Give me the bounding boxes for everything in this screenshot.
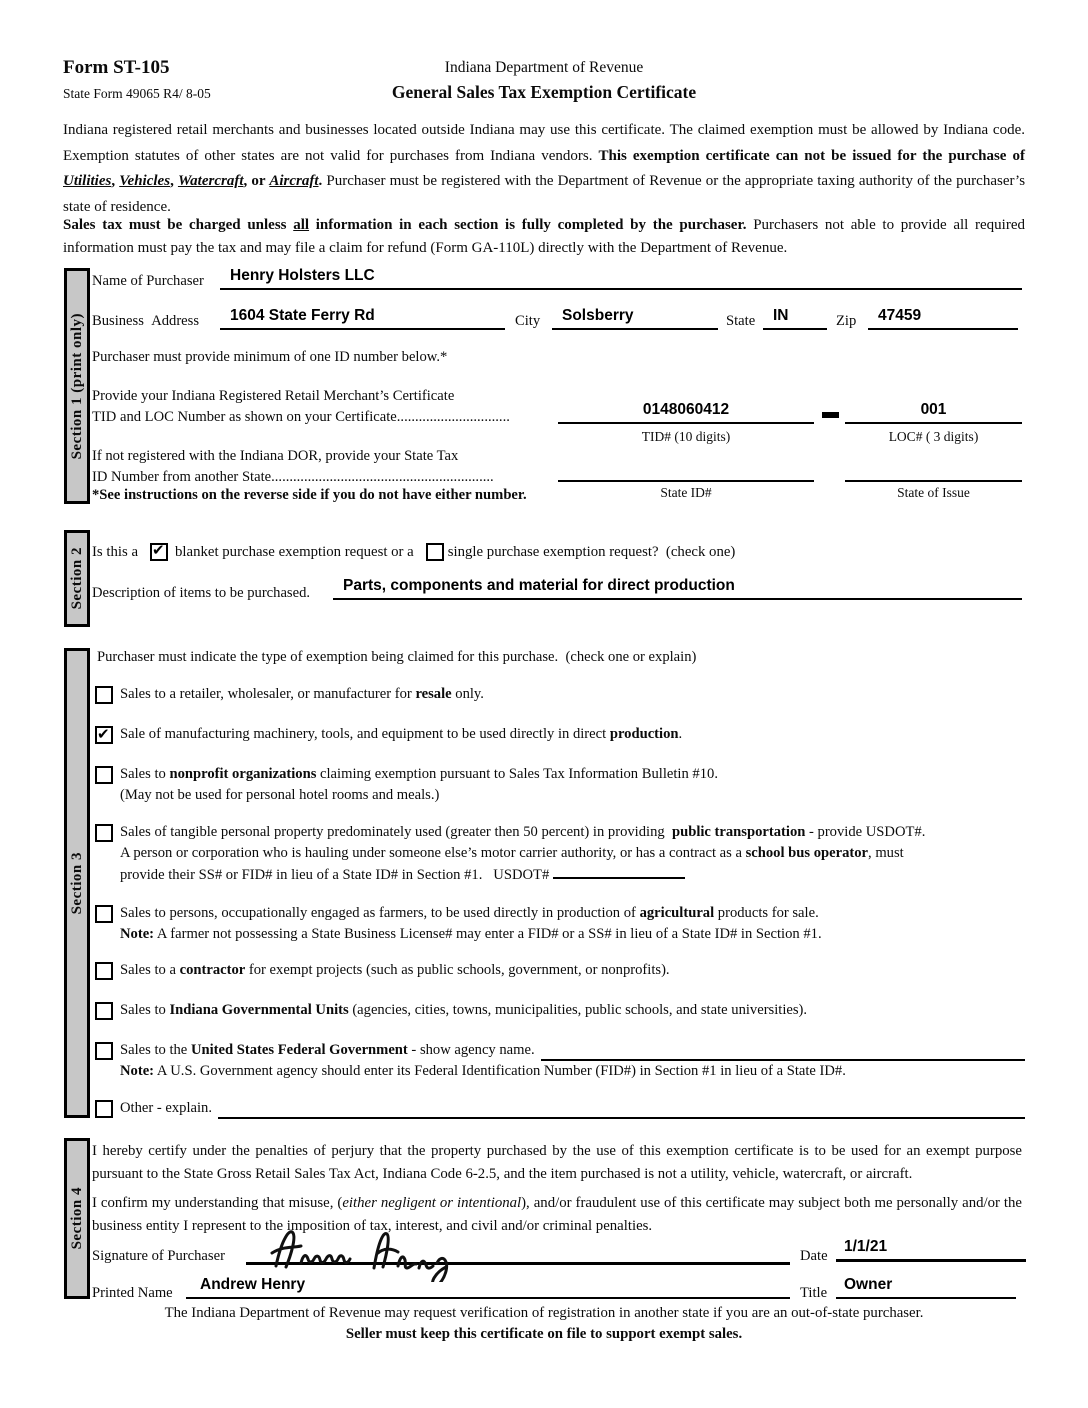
zip-label: Zip bbox=[836, 313, 857, 329]
name-of-purchaser-value: Henry Holsters LLC bbox=[230, 267, 375, 284]
federal-government-option-text: Sales to the United States Federal Government - show agency name. bbox=[120, 1042, 535, 1058]
date-value: 1/1/21 bbox=[844, 1238, 888, 1255]
production-checkbox[interactable] bbox=[95, 726, 113, 744]
business-address-value: 1604 State Ferry Rd bbox=[230, 307, 375, 324]
description-input[interactable] bbox=[333, 574, 1022, 600]
name-of-purchaser-label: Name of Purchaser bbox=[92, 273, 204, 289]
agency-name-input[interactable] bbox=[541, 1043, 1025, 1061]
state-id-caption: State ID# bbox=[660, 485, 712, 500]
government-units-option-text: Sales to Indiana Governmental Units (agencies, cities, towns, municipalities, public schools, and state universities). bbox=[120, 1002, 808, 1018]
see-instructions-note: *See instructions on the reverse side if you do not have either number. bbox=[92, 487, 527, 503]
section2-bar bbox=[64, 530, 90, 627]
date-label: Date bbox=[800, 1248, 828, 1264]
form-number: Form ST-105 bbox=[63, 57, 170, 78]
city-value: Solsberry bbox=[562, 307, 634, 324]
state-tax-instruction-line2: ID Number from another State............................................................. bbox=[92, 469, 494, 485]
description-value: Parts, components and material for direct production bbox=[343, 577, 735, 594]
title-input[interactable] bbox=[836, 1272, 1016, 1299]
blanket-purchase-checkbox[interactable] bbox=[150, 543, 168, 561]
federal-government-option-note: Note: A U.S. Government agency should enter its Federal Identification Number (FID#) in Section #1 in lieu of a State ID#. bbox=[120, 1063, 846, 1079]
misuse-paragraph: I confirm my understanding that misuse, (either negligent or intentional), and/or fraudulent use of this certificate may subject both me personally and/or the business entity I represent to the imposition of tax, interest, and civil and/or criminal penalties. bbox=[92, 1195, 1022, 1234]
minimum-id-note: Purchaser must provide minimum of one ID number below.* bbox=[92, 349, 448, 365]
section4-bar-label: Section 4 bbox=[68, 1187, 85, 1250]
nonprofit-checkbox[interactable] bbox=[95, 766, 113, 784]
section1-bar-label: Section 1 (print only) bbox=[68, 312, 85, 460]
resale-checkbox[interactable] bbox=[95, 686, 113, 704]
state-of-issue-input[interactable] bbox=[845, 458, 1022, 482]
purchase-type-question bbox=[92, 543, 735, 561]
section2-bar-label: Section 2 bbox=[68, 547, 85, 610]
footer-verification-note: The Indiana Department of Revenue may request verification of registration in another state if you are an out-of-state purchaser. bbox=[164, 1305, 924, 1321]
state-id-input[interactable] bbox=[558, 458, 814, 482]
business-address-input[interactable] bbox=[220, 302, 505, 330]
page-title: General Sales Tax Exemption Certificate bbox=[391, 82, 697, 102]
transportation-text-line2: A person or corporation who is hauling under someone else’s motor carrier authority, or has a contract as a school bus operator, must bbox=[120, 845, 904, 861]
name-of-purchaser-input[interactable] bbox=[220, 262, 1022, 290]
printed-name-value: Andrew Henry bbox=[200, 1276, 306, 1293]
exemption-option-production bbox=[95, 724, 1025, 745]
other-checkbox[interactable] bbox=[95, 1100, 113, 1118]
federal-government-checkbox[interactable] bbox=[95, 1042, 113, 1060]
other-explain-input[interactable] bbox=[218, 1101, 1025, 1119]
exemption-option-contractor bbox=[95, 960, 1025, 981]
state-of-issue-caption: State of Issue bbox=[897, 485, 970, 500]
state-value: IN bbox=[773, 307, 789, 324]
question-prefix: Is this a bbox=[92, 543, 139, 560]
nonprofit-option-note: (May not be used for personal hotel rooms and meals.) bbox=[120, 787, 440, 803]
tid-loc-separator-dash bbox=[822, 412, 839, 418]
section1-bar bbox=[64, 268, 90, 504]
tid-instruction-line1: Provide your Indiana Registered Retail Merchant’s Certificate bbox=[92, 388, 455, 404]
printed-name-input[interactable] bbox=[186, 1272, 790, 1299]
state-form-number: State Form 49065 R4/ 8-05 bbox=[63, 86, 211, 101]
exemption-option-government-units bbox=[95, 1000, 1025, 1021]
business-address-label: Business Address bbox=[92, 313, 200, 329]
single-purchase-checkbox[interactable] bbox=[426, 543, 444, 561]
transportation-text-line3: provide their SS# or FID# in lieu of a State ID# in Section #1. USDOT# bbox=[120, 867, 553, 883]
agricultural-option-note: Note: A farmer not possessing a State Business License# may enter a FID# or a SS# in lieu of a State ID# in Section #1. bbox=[120, 926, 822, 942]
section3-bar bbox=[64, 648, 90, 1118]
resale-option-text: Sales to a retailer, wholesaler, or manufacturer for resale only. bbox=[120, 686, 484, 702]
transportation-text-line1: Sales of tangible personal property predominately used (greater then 50 percent) in providing public transportation - provide USDOT#. bbox=[120, 824, 926, 840]
title-value: Owner bbox=[844, 1276, 893, 1293]
state-label: State bbox=[726, 313, 756, 329]
single-option-label: single purchase exemption request? (check one) bbox=[447, 543, 736, 560]
title-label: Title bbox=[800, 1285, 828, 1301]
blanket-option-label: blanket purchase exemption request or a bbox=[175, 543, 414, 560]
contractor-option-text: Sales to a contractor for exempt projects (such as public schools, government, or nonprofits). bbox=[120, 962, 670, 978]
section3-header: Purchaser must indicate the type of exemption being claimed for this purchase. (check one or explain) bbox=[97, 649, 697, 665]
exemption-option-resale bbox=[95, 684, 1025, 705]
exemption-option-federal-government bbox=[95, 1040, 1025, 1082]
exemption-option-nonprofit bbox=[95, 764, 1025, 806]
city-input[interactable] bbox=[552, 302, 718, 330]
zip-value: 47459 bbox=[878, 307, 922, 324]
nonprofit-option-text: Sales to nonprofit organizations claiming exemption pursuant to Sales Tax Information Bulletin #10. bbox=[120, 766, 718, 782]
printed-name-label: Printed Name bbox=[92, 1285, 173, 1301]
sales-tax-notice-paragraph: Sales tax must be charged unless all information in each section is fully completed by the purchaser. Purchasers not able to provide all required information must pay the tax and may file a claim for refund (Form GA-110L) directly with the Department of Revenue. bbox=[63, 217, 1025, 256]
loc-number-input[interactable] bbox=[845, 398, 1022, 424]
description-label: Description of items to be purchased. bbox=[92, 585, 311, 601]
public-transportation-checkbox[interactable] bbox=[95, 824, 113, 842]
other-option-text: Other - explain. bbox=[120, 1100, 212, 1116]
tid-caption: TID# (10 digits) bbox=[641, 429, 731, 444]
exemption-option-public-transportation bbox=[95, 822, 1025, 886]
date-input[interactable] bbox=[836, 1236, 1026, 1262]
footer-keep-on-file-note: Seller must keep this certificate on file to support exempt sales. bbox=[345, 1326, 743, 1342]
tid-instruction-line2: TID and LOC Number as shown on your Certificate............................... bbox=[92, 409, 510, 425]
usdot-number-input[interactable] bbox=[553, 864, 685, 879]
intro-paragraph: Indiana registered retail merchants and businesses located outside Indiana may use this certificate. The claimed exemption must be allowed by Indiana code. Exemption statutes of other states are not valid for purchases from Indiana vendors. This exemption certificate can not be issued for the purchase of Utilities, Vehicles, Watercraft, or Aircraft. Purchaser must be registered with the Department of Revenue or the appropriate taxing authority of the purchaser’s state of residence. bbox=[63, 122, 1026, 215]
state-input[interactable] bbox=[763, 302, 827, 330]
government-units-checkbox[interactable] bbox=[95, 1002, 113, 1020]
loc-number-value: 001 bbox=[920, 401, 947, 418]
department-name: Indiana Department of Revenue bbox=[444, 59, 644, 76]
contractor-checkbox[interactable] bbox=[95, 962, 113, 980]
exemption-option-agricultural bbox=[95, 903, 1025, 945]
production-option-text: Sale of manufacturing machinery, tools, and equipment to be used directly in direct production. bbox=[120, 726, 683, 742]
tid-number-input[interactable] bbox=[558, 398, 814, 424]
section4-bar bbox=[64, 1138, 90, 1299]
agricultural-option-text: Sales to persons, occupationally engaged as farmers, to be used directly in production of agricultural products for sale. bbox=[120, 905, 819, 921]
exemption-option-other bbox=[95, 1098, 1025, 1119]
zip-input[interactable] bbox=[868, 302, 1018, 330]
city-label: City bbox=[515, 313, 541, 329]
agricultural-checkbox[interactable] bbox=[95, 905, 113, 923]
state-tax-instruction-line1: If not registered with the Indiana DOR, provide your State Tax bbox=[92, 448, 459, 464]
certification-paragraph: I hereby certify under the penalties of perjury that the property purchased by the use of this exemption certificate is to be used for an exempt purpose pursuant to the State Gross Retail Sales Tax Act, Indiana Code 6-2.5, and the item purchased is not a utility, vehicle, watercraft, or aircraft. bbox=[92, 1143, 1022, 1182]
tid-number-value: 0148060412 bbox=[642, 401, 730, 418]
loc-caption: LOC# ( 3 digits) bbox=[888, 429, 979, 444]
signature-label: Signature of Purchaser bbox=[92, 1248, 225, 1264]
section3-bar-label: Section 3 bbox=[68, 851, 85, 915]
